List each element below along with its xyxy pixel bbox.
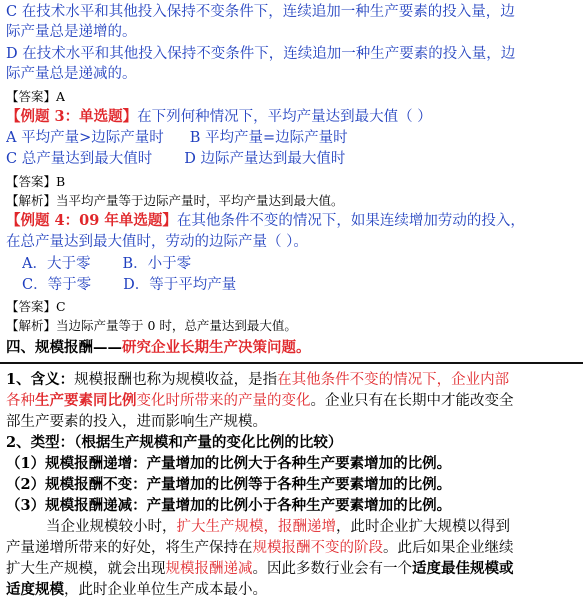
ex3-option-a: A 平均产量>边际产量时 (6, 130, 164, 146)
ex4-option-a: A．大于零 (22, 256, 91, 272)
answer-c: 【答案】C (6, 299, 66, 314)
para-expand: ，此时企业扩大规模以得到 (336, 519, 510, 535)
para-small-scale: 当企业规模较小时， (46, 519, 177, 535)
paragraph-line-1 (46, 517, 510, 537)
definition-line-1 (6, 370, 509, 390)
para-constant-stage: 规模报酬不变的阶段 (252, 540, 383, 556)
example-3-options-ab (6, 128, 348, 148)
definition-various: 各种 (6, 393, 35, 409)
para-continue: 。此后如果企业继续 (383, 540, 514, 556)
ex4-option-d: D．等于平均产量 (123, 277, 237, 293)
para-increasing: 扩大生产规模，报酬递增 (176, 519, 336, 535)
ex3-option-d: D 边际产量达到最大值时 (184, 151, 346, 167)
ex3-option-c: C 总产量达到最大值时 (6, 151, 153, 167)
answer-b: 【答案】B (6, 174, 66, 189)
type-decreasing: （3）规模报酬递减：产量增加的比例小于各种生产要素增加的比例。 (6, 497, 452, 514)
types-basis: （根据生产规模和产量的变化比例的比较） (74, 434, 343, 451)
example-3-options-cd (6, 149, 345, 169)
para-moderate-scale: 适度规模 (6, 581, 64, 598)
definition-line-2 (6, 391, 514, 411)
definition-same-ratio: 生产要素同比例 (35, 392, 137, 409)
example-4-text-1: 在其他条件不变的情况下，如果连续增加劳动的投入， (176, 213, 525, 229)
page-break-line (0, 362, 583, 364)
paragraph-line-4 (6, 580, 267, 600)
example-4-options-cd (22, 275, 236, 295)
example-3-tag: 【例题 3：单选题】 (6, 108, 138, 125)
para-optimal-scale: 适度最佳规模或 (412, 560, 514, 577)
definition-text: 规模报酬也称为规模收益，是指 (74, 372, 278, 388)
ex4-option-c: C．等于零 (22, 277, 92, 293)
option-d-line-2: 际产量总是递减的。 (6, 66, 137, 82)
paragraph-line-2 (6, 538, 514, 558)
para-decreasing: 规模报酬递减 (165, 561, 253, 577)
types-heading (6, 433, 342, 453)
definition-long-run: 。企业只有在长期中才能改变全 (310, 393, 514, 409)
analysis-4: 【解析】当边际产量等于 0 时，总产量达到最大值。 (6, 318, 297, 333)
example-4-options-ab (22, 254, 191, 274)
option-d-line-1: D 在技术水平和其他投入保持不变条件下，连续追加一种生产要素的投入量，边 (6, 46, 516, 62)
type-constant: （2）规模报酬不变：产量增加的比例等于各种生产要素增加的比例。 (6, 476, 452, 493)
section-subtitle: 研究企业长期生产决策问题。 (122, 339, 311, 356)
analysis-3: 【解析】当平均产量等于边际产量时，平均产量达到最大值。 (6, 193, 344, 208)
para-min-cost: ，此时企业单位生产成本最小。 (64, 582, 267, 598)
definition-condition: 在其他条件不变的情况下，企业内部 (277, 372, 510, 388)
para-industries: 。因此多数行业会有一个 (252, 561, 412, 577)
para-benefit: 产量递增所带来的好处，将生产保持在 (6, 540, 253, 556)
option-c-line-2: 际产量总是递增的。 (6, 24, 137, 40)
para-appear: 扩大生产规模，就会出现 (6, 561, 166, 577)
answer-a: 【答案】A (6, 89, 66, 104)
ex4-option-b: B．小于零 (122, 256, 192, 272)
ex3-option-b: B 平均产量=边际产量时 (189, 130, 348, 146)
example-4-text-2: 在总产量达到最大值时，劳动的边际产量（ ）。 (6, 234, 308, 250)
definition-line-3: 部生产要素的投入，进而影响生产规模。 (6, 414, 267, 430)
definition-change: 变化时所带来的产量的变化 (136, 393, 311, 409)
section-title: 四、规模报酬—— (6, 339, 122, 356)
example-3-question (6, 107, 432, 127)
example-3-text: 在下列何种情况下，平均产量达到最大值（ ） (137, 109, 432, 125)
option-c-line-1: C 在技术水平和其他投入保持不变条件下，连续追加一种生产要素的投入量，边 (6, 4, 515, 20)
types-label: 2、类型： (6, 434, 75, 451)
example-4-question (6, 211, 525, 231)
example-4-tag: 【例题 4：09 年单选题】 (6, 212, 177, 229)
type-increasing: （1）规模报酬递增：产量增加的比例大于各种生产要素增加的比例。 (6, 455, 452, 472)
section-heading (6, 338, 311, 358)
paragraph-line-3 (6, 559, 514, 579)
definition-label: 1、含义： (6, 371, 75, 388)
